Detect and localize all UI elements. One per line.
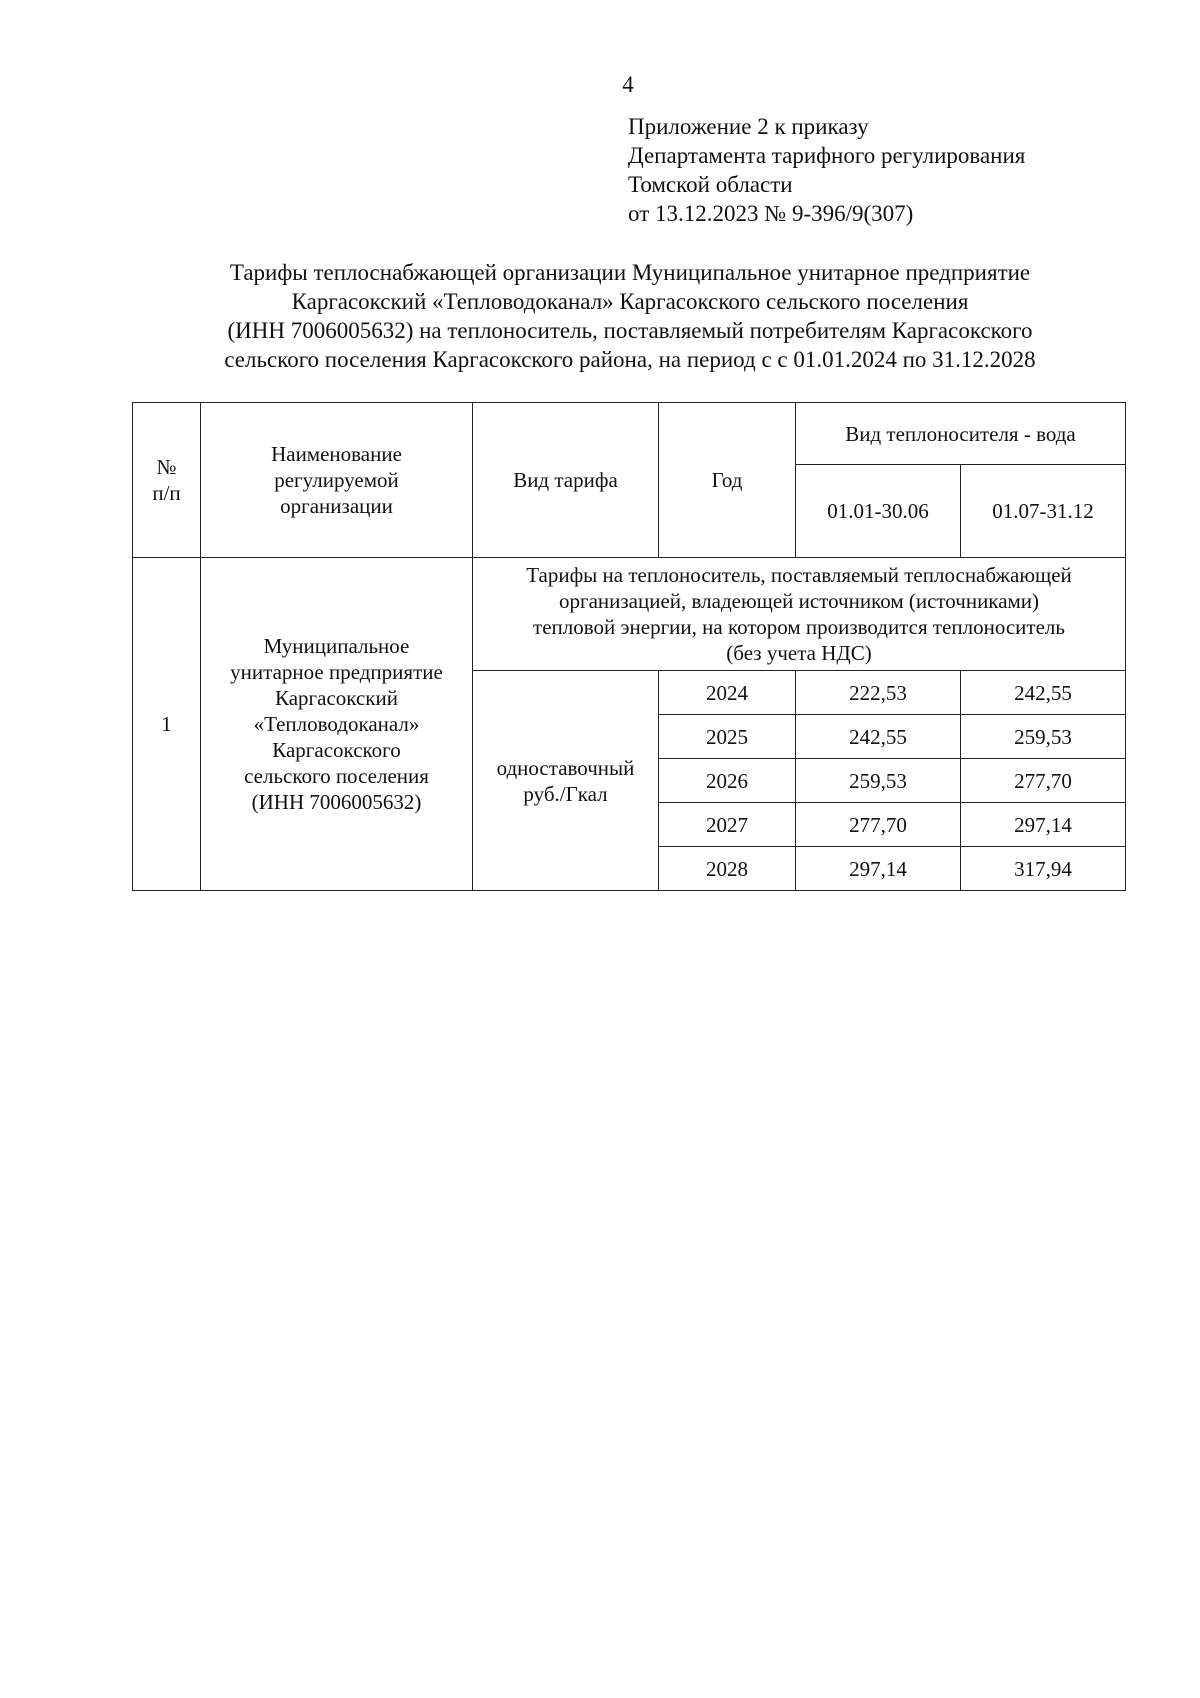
- header-year: Год: [659, 403, 796, 558]
- tariff-value: 317,94: [961, 847, 1126, 891]
- year-cell: 2024: [659, 671, 796, 715]
- header-number: № п/п: [133, 403, 201, 558]
- tariff-table: [132, 402, 1126, 891]
- header-carrier: Вид теплоносителя - вода: [796, 403, 1126, 465]
- row-number: 1: [133, 558, 201, 891]
- header-row: [133, 403, 1126, 465]
- tariff-type: одноставочный руб./Гкал: [473, 671, 659, 891]
- tariff-value: 259,53: [796, 759, 961, 803]
- header-organization: Наименование регулируемой организации: [201, 403, 473, 558]
- header-period-2: 01.07-31.12: [961, 465, 1126, 558]
- year-cell: 2025: [659, 715, 796, 759]
- tariff-value: 259,53: [961, 715, 1126, 759]
- header-period-1: 01.01-30.06: [796, 465, 961, 558]
- header-tariff-type: Вид тарифа: [473, 403, 659, 558]
- organization-name: Муниципальное унитарное предприятие Каргасокский «Тепловодоканал» Каргасокского сельского поселения (ИНН 7006005632): [201, 558, 473, 891]
- appendix-line: Департамента тарифного регулирования: [628, 143, 1026, 168]
- page-number: 4: [622, 72, 634, 97]
- document-title: [100, 258, 1160, 374]
- title-line: сельского поселения Каргасокского района, на период с с 01.01.2024 по 31.12.2028: [224, 347, 1036, 372]
- appendix-line: от 13.12.2023 № 9-396/9(307): [628, 201, 914, 226]
- tariff-value: 297,14: [796, 847, 961, 891]
- title-line: Каргасокский «Тепловодоканал» Каргасокского сельского поселения: [291, 289, 969, 314]
- tariff-value: 277,70: [961, 759, 1126, 803]
- title-line: (ИНН 7006005632) на теплоноситель, поставляемый потребителям Каргасокского: [227, 318, 1033, 343]
- tariff-value: 222,53: [796, 671, 961, 715]
- appendix-line: Приложение 2 к приказу: [628, 114, 869, 139]
- tariff-value: 297,14: [961, 803, 1126, 847]
- tariff-value: 242,55: [796, 715, 961, 759]
- tariff-value: 242,55: [961, 671, 1126, 715]
- section-heading: Тарифы на теплоноситель, поставляемый теплоснабжающей организацией, владеющей источником (источниками) тепловой энергии, на котором производится теплоноситель (без учета НДС): [473, 558, 1126, 671]
- tariff-value: 277,70: [796, 803, 961, 847]
- year-cell: 2026: [659, 759, 796, 803]
- appendix-line: Томской области: [628, 172, 793, 197]
- section-row: [133, 558, 1126, 671]
- appendix-reference: [628, 112, 1025, 228]
- year-cell: 2027: [659, 803, 796, 847]
- title-line: Тарифы теплоснабжающей организации Муниципальное унитарное предприятие: [229, 260, 1031, 285]
- year-cell: 2028: [659, 847, 796, 891]
